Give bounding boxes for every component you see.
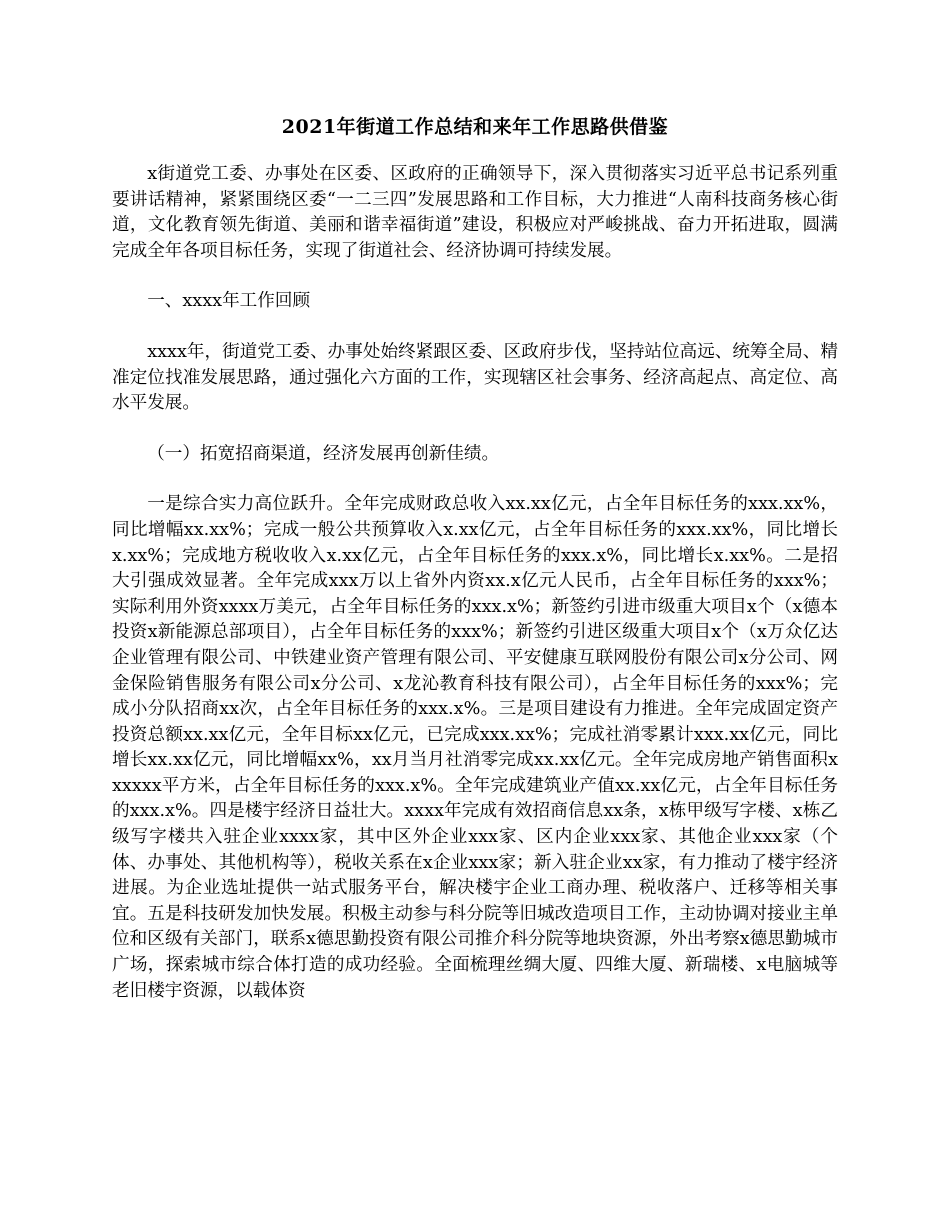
economy-paragraph: 一是综合实力高位跃升。全年完成财政总收入xx.xx亿元，占全年目标任务的xxx.xx%，同比增幅xx.xx%；完成一般公共预算收入x.xx亿元，占全年目标任务的xxx.xx%，同比增长x.xx%；完成地方税收收入x.xx亿元，占全年目标任务的xxx.x%，同比增长x.xx%。二是招大引强成效显著。全年完成xxx万以上省外内资xx.x亿元人民币，占全年目标任务的xxx%；实际利用外资xxxx万美元，占全年目标任务的xxx.x%；新签约引进市级重大项目x个（x德本投资x新能源总部项目），占全年目标任务的xxx%；新签约引进区级重大项目x个（x万众亿达企业管理有限公司、中铁建业资产管理有限公司、平安健康互联网股份有限公司x分公司、网金保险销售服务有限公司x分公司、x龙沁教育科技有限公司），占全年目标任务的xxx%；完成小分队招商xx次，占全年目标任务的xxx.x%。三是项目建设有力推进。全年完成固定资产投资总额xx.xx亿元，全年目标xx亿元，已完成xxx.xx%；完成社消零累计xxx.xx亿元，同比增长xx.xx亿元，同比增幅xx%，xx月当月社消零完成xx.xx亿元。全年完成房地产销售面积xxxxxx平方米，占全年目标任务的xxx.x%。全年完成建筑业产值xx.xx亿元，占全年目标任务的xxx.x%。四是楼宇经济日益壮大。xxxx年完成有效招商信息xx条，x栋甲级写字楼、x栋乙级写字楼共入驻企业xxxx家，其中区外企业xxx家、区内企业xxx家、其他企业xxx家（个体、办事处、其他机构等），税收关系在x企业xxx家；新入驻企业xx家，有力推动了楼宇经济进展。为企业选址提供一站式服务平台，解决楼宇企业工商办理、税收落户、迁移等相关事宜。五是科技研发加快发展。积极主动参与科分院等旧城改造项目工作，主动协调对接业主单位和区级有关部门，联系x德思勤投资有限公司推介科分院等地块资源，外出考察x德思勤城市广场，探索城市综合体打造的成功经验。全面梳理丝绸大厦、四维大厦、新瑞楼、x电脑城等老旧楼宇资源，以载体资: [112, 494, 838, 1001]
subsection-heading: （一）拓宽招商渠道，经济发展再创新佳绩。: [147, 443, 500, 464]
intro-paragraph: x街道党工委、办事处在区委、区政府的正确领导下，深入贯彻落实习近平总书记系列重要讲话精神，紧紧围绕区委“一二三四”发展思路和工作目标，大力推进“人南科技商务核心街道，文化教育领先街道、美丽和谐幸福街道”建设，积极应对严峻挑战、奋力开拓进取，圆满完成全年各项目标任务，实现了街道社会、经济协调可持续发展。: [112, 164, 838, 261]
review-paragraph: xxxx年，街道党工委、办事处始终紧跟区委、区政府步伐，坚持站位高远、统筹全局、精准定位找准发展思路，通过强化六方面的工作，实现辖区社会事务、经济高起点、高定位、高水平发展。: [112, 341, 838, 414]
document-title: 2021年街道工作总结和来年工作思路供借鉴: [281, 116, 669, 138]
document-page: [112, 112, 838, 1222]
section-heading: 一、xxxx年工作回顾: [147, 291, 311, 312]
